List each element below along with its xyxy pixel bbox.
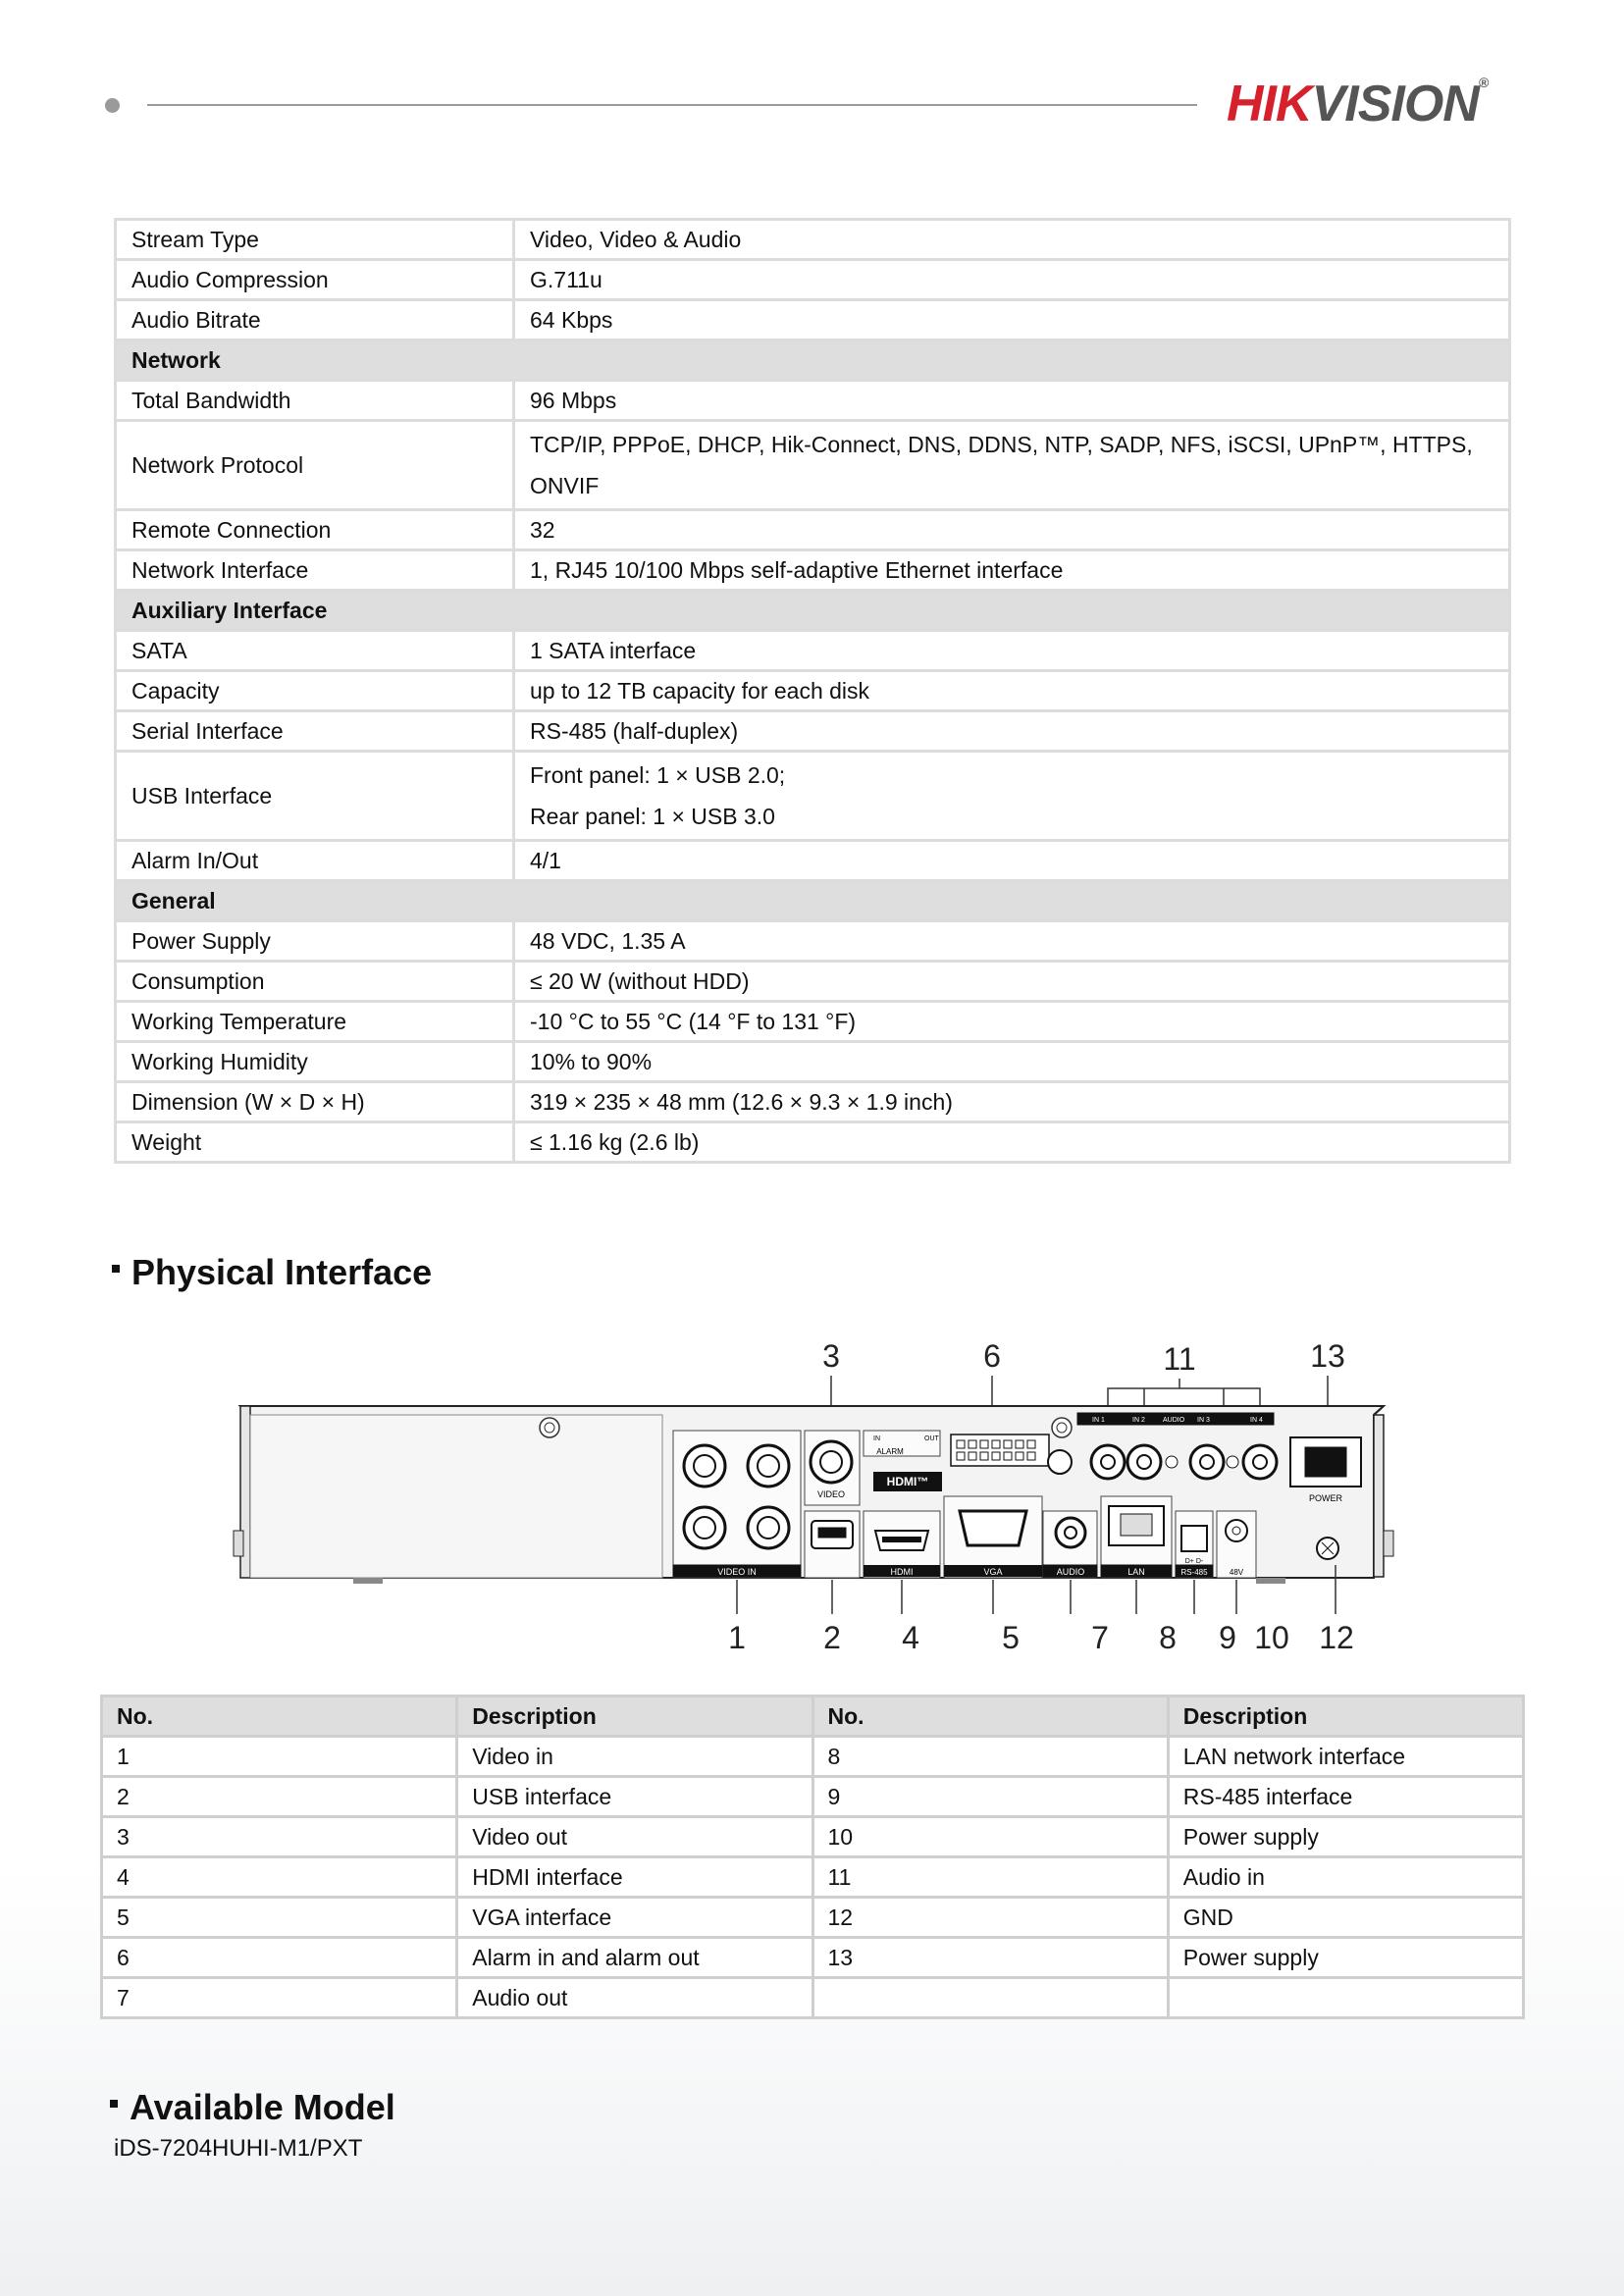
interface-description: Audio out (457, 1978, 812, 2018)
hdmi-logo: HDMI™ (886, 1475, 929, 1488)
spec-value: 319 × 235 × 48 mm (12.6 × 9.3 × 1.9 inch) (514, 1082, 1510, 1122)
table-row (102, 1777, 1524, 1817)
interface-description: Power supply (1168, 1817, 1523, 1857)
spec-row (116, 260, 1510, 300)
interface-number: 4 (102, 1857, 457, 1898)
interface-description (1168, 1978, 1523, 2018)
spec-key: Consumption (116, 962, 514, 1002)
label-in2: IN 2 (1132, 1417, 1145, 1424)
label-in1: IN 1 (1092, 1417, 1105, 1424)
interface-number: 11 (812, 1857, 1168, 1898)
interface-number: 3 (102, 1817, 457, 1857)
interface-description: LAN network interface (1168, 1737, 1523, 1777)
spec-row (116, 711, 1510, 752)
interface-description: Audio in (1168, 1857, 1523, 1898)
spec-row (116, 671, 1510, 711)
spec-key: Capacity (116, 671, 514, 711)
spec-key: USB Interface (116, 752, 514, 841)
label-hdmi: HDMI (890, 1567, 914, 1577)
spec-key: Dimension (W × D × H) (116, 1082, 514, 1122)
spec-key: Serial Interface (116, 711, 514, 752)
col-desc-2: Description (1168, 1696, 1523, 1737)
label-dplus: D+ D- (1184, 1558, 1204, 1565)
spec-value: ≤ 20 W (without HDD) (514, 962, 1510, 1002)
interface-description: Power supply (1168, 1938, 1523, 1978)
label-lan: LAN (1127, 1567, 1145, 1577)
spec-row (116, 921, 1510, 962)
spec-key: Power Supply (116, 921, 514, 962)
label-alarm-out: OUT (924, 1435, 939, 1442)
hikvision-logo: HIKVISION® (1227, 75, 1489, 132)
label-in: IN (873, 1435, 880, 1442)
interface-number: 6 (102, 1938, 457, 1978)
spec-row (116, 1082, 1510, 1122)
label-in4: IN 4 (1250, 1417, 1263, 1424)
label-rs485: RS-485 (1180, 1568, 1208, 1577)
spec-key: Working Temperature (116, 1002, 514, 1042)
spec-key: Alarm In/Out (116, 841, 514, 881)
interface-description: RS-485 interface (1168, 1777, 1523, 1817)
spec-key: Remote Connection (116, 510, 514, 550)
spec-key: Stream Type (116, 220, 514, 260)
callout-4: 4 (902, 1620, 919, 1655)
spec-value: G.711u (514, 260, 1510, 300)
spec-value-line: TCP/IP, PPPoE, DHCP, Hik-Connect, DNS, DDNS, NTP, SADP, NFS, iSCSI, UPnP™, HTTPS, (530, 432, 1473, 457)
interface-number: 13 (812, 1938, 1168, 1978)
label-vga: VGA (983, 1567, 1003, 1577)
table-row (102, 1938, 1524, 1978)
spec-value: -10 °C to 55 °C (14 °F to 131 °F) (514, 1002, 1510, 1042)
spec-key: SATA (116, 631, 514, 671)
interface-number: 10 (812, 1817, 1168, 1857)
col-no-1: No. (102, 1696, 457, 1737)
spec-value: 1 SATA interface (514, 631, 1510, 671)
spec-row (116, 631, 1510, 671)
table-row (102, 1978, 1524, 2018)
interface-number: 9 (812, 1777, 1168, 1817)
spec-key: Network Interface (116, 550, 514, 591)
interface-number (812, 1978, 1168, 2018)
spec-section-title: Network (116, 340, 1510, 381)
spec-value: ≤ 1.16 kg (2.6 lb) (514, 1122, 1510, 1163)
interface-description: Video in (457, 1737, 812, 1777)
video-in-bnc-group (673, 1431, 801, 1578)
spec-row (116, 841, 1510, 881)
spec-table (114, 218, 1511, 1164)
lan-port (1101, 1496, 1172, 1578)
spec-key: Network Protocol (116, 421, 514, 510)
header-dot (105, 98, 120, 113)
callout-12: 12 (1319, 1620, 1354, 1655)
usb-port (805, 1511, 860, 1578)
callout-5: 5 (1002, 1620, 1020, 1655)
spec-row (116, 1042, 1510, 1082)
label-in3: IN 3 (1197, 1417, 1210, 1424)
interface-number: 12 (812, 1898, 1168, 1938)
spec-row (116, 381, 1510, 421)
spec-value: 48 VDC, 1.35 A (514, 921, 1510, 962)
spec-row (116, 752, 1510, 841)
spec-key: Working Humidity (116, 1042, 514, 1082)
spec-section-row (116, 591, 1510, 631)
label-audio-top: AUDIO (1163, 1417, 1185, 1424)
bullet-square (112, 1265, 120, 1273)
table-row (102, 1898, 1524, 1938)
interface-description: USB interface (457, 1777, 812, 1817)
spec-value: RS-485 (half-duplex) (514, 711, 1510, 752)
spec-section-title: Auxiliary Interface (116, 591, 1510, 631)
vga-port (944, 1496, 1042, 1578)
table-row (102, 1737, 1524, 1777)
bullet-square (110, 2100, 118, 2108)
physical-interface-heading: Physical Interface (112, 1252, 432, 1293)
spec-key: Weight (116, 1122, 514, 1163)
spec-value: Video, Video & Audio (514, 220, 1510, 260)
spec-key: Audio Compression (116, 260, 514, 300)
label-video-in: VIDEO IN (717, 1567, 757, 1577)
interface-table (100, 1695, 1525, 2019)
spec-row (116, 421, 1510, 510)
callout-13: 13 (1310, 1338, 1345, 1374)
rear-panel-diagram (226, 1325, 1403, 1663)
callout-6: 6 (983, 1338, 1001, 1374)
label-audio: AUDIO (1056, 1567, 1085, 1577)
spec-value-line: ONVIF (530, 473, 600, 498)
callout-11: 11 (1163, 1341, 1196, 1377)
spec-value: 4/1 (514, 841, 1510, 881)
spec-row (116, 550, 1510, 591)
interface-number: 8 (812, 1737, 1168, 1777)
spec-value (514, 421, 1510, 510)
spec-row (116, 220, 1510, 260)
spec-section-row (116, 881, 1510, 921)
callout-10: 10 (1254, 1620, 1289, 1655)
label-video: VIDEO (816, 1489, 846, 1499)
interface-number: 5 (102, 1898, 457, 1938)
spec-value (514, 752, 1510, 841)
spec-value: 32 (514, 510, 1510, 550)
spec-row (116, 1122, 1510, 1163)
col-no-2: No. (812, 1696, 1168, 1737)
label-48v: 48V (1229, 1568, 1244, 1577)
spec-value: 96 Mbps (514, 381, 1510, 421)
interface-description: HDMI interface (457, 1857, 812, 1898)
interface-description: VGA interface (457, 1898, 812, 1938)
interface-number: 2 (102, 1777, 457, 1817)
spec-value: 10% to 90% (514, 1042, 1510, 1082)
callout-9: 9 (1219, 1620, 1236, 1655)
spec-section-title: General (116, 881, 1510, 921)
spec-key: Audio Bitrate (116, 300, 514, 340)
spec-row (116, 510, 1510, 550)
table-row (102, 1857, 1524, 1898)
interface-number: 7 (102, 1978, 457, 2018)
spec-section-row (116, 340, 1510, 381)
interface-number: 1 (102, 1737, 457, 1777)
interface-table-header (102, 1696, 1524, 1737)
interface-description: Alarm in and alarm out (457, 1938, 812, 1978)
spec-value-line: Rear panel: 1 × USB 3.0 (530, 804, 775, 829)
table-row (102, 1817, 1524, 1857)
spec-row (116, 300, 1510, 340)
spec-key: Total Bandwidth (116, 381, 514, 421)
available-model-heading: Available Model (110, 2087, 395, 2128)
callout-7: 7 (1091, 1620, 1109, 1655)
interface-description: Video out (457, 1817, 812, 1857)
callout-8: 8 (1159, 1620, 1177, 1655)
col-desc-1: Description (457, 1696, 812, 1737)
label-power: POWER (1308, 1493, 1343, 1503)
spec-row (116, 962, 1510, 1002)
label-alarm: ALARM (876, 1447, 904, 1456)
spec-value: up to 12 TB capacity for each disk (514, 671, 1510, 711)
callout-2: 2 (823, 1620, 841, 1655)
spec-value-line: Front panel: 1 × USB 2.0; (530, 762, 786, 788)
spec-value: 1, RJ45 10/100 Mbps self-adaptive Ethernet interface (514, 550, 1510, 591)
interface-description: GND (1168, 1898, 1523, 1938)
spec-row (116, 1002, 1510, 1042)
callout-3: 3 (822, 1338, 840, 1374)
callout-1: 1 (728, 1620, 746, 1655)
spec-value: 64 Kbps (514, 300, 1510, 340)
model-name: iDS-7204HUHI-M1/PXT (114, 2135, 363, 2162)
header-rule (147, 104, 1197, 106)
